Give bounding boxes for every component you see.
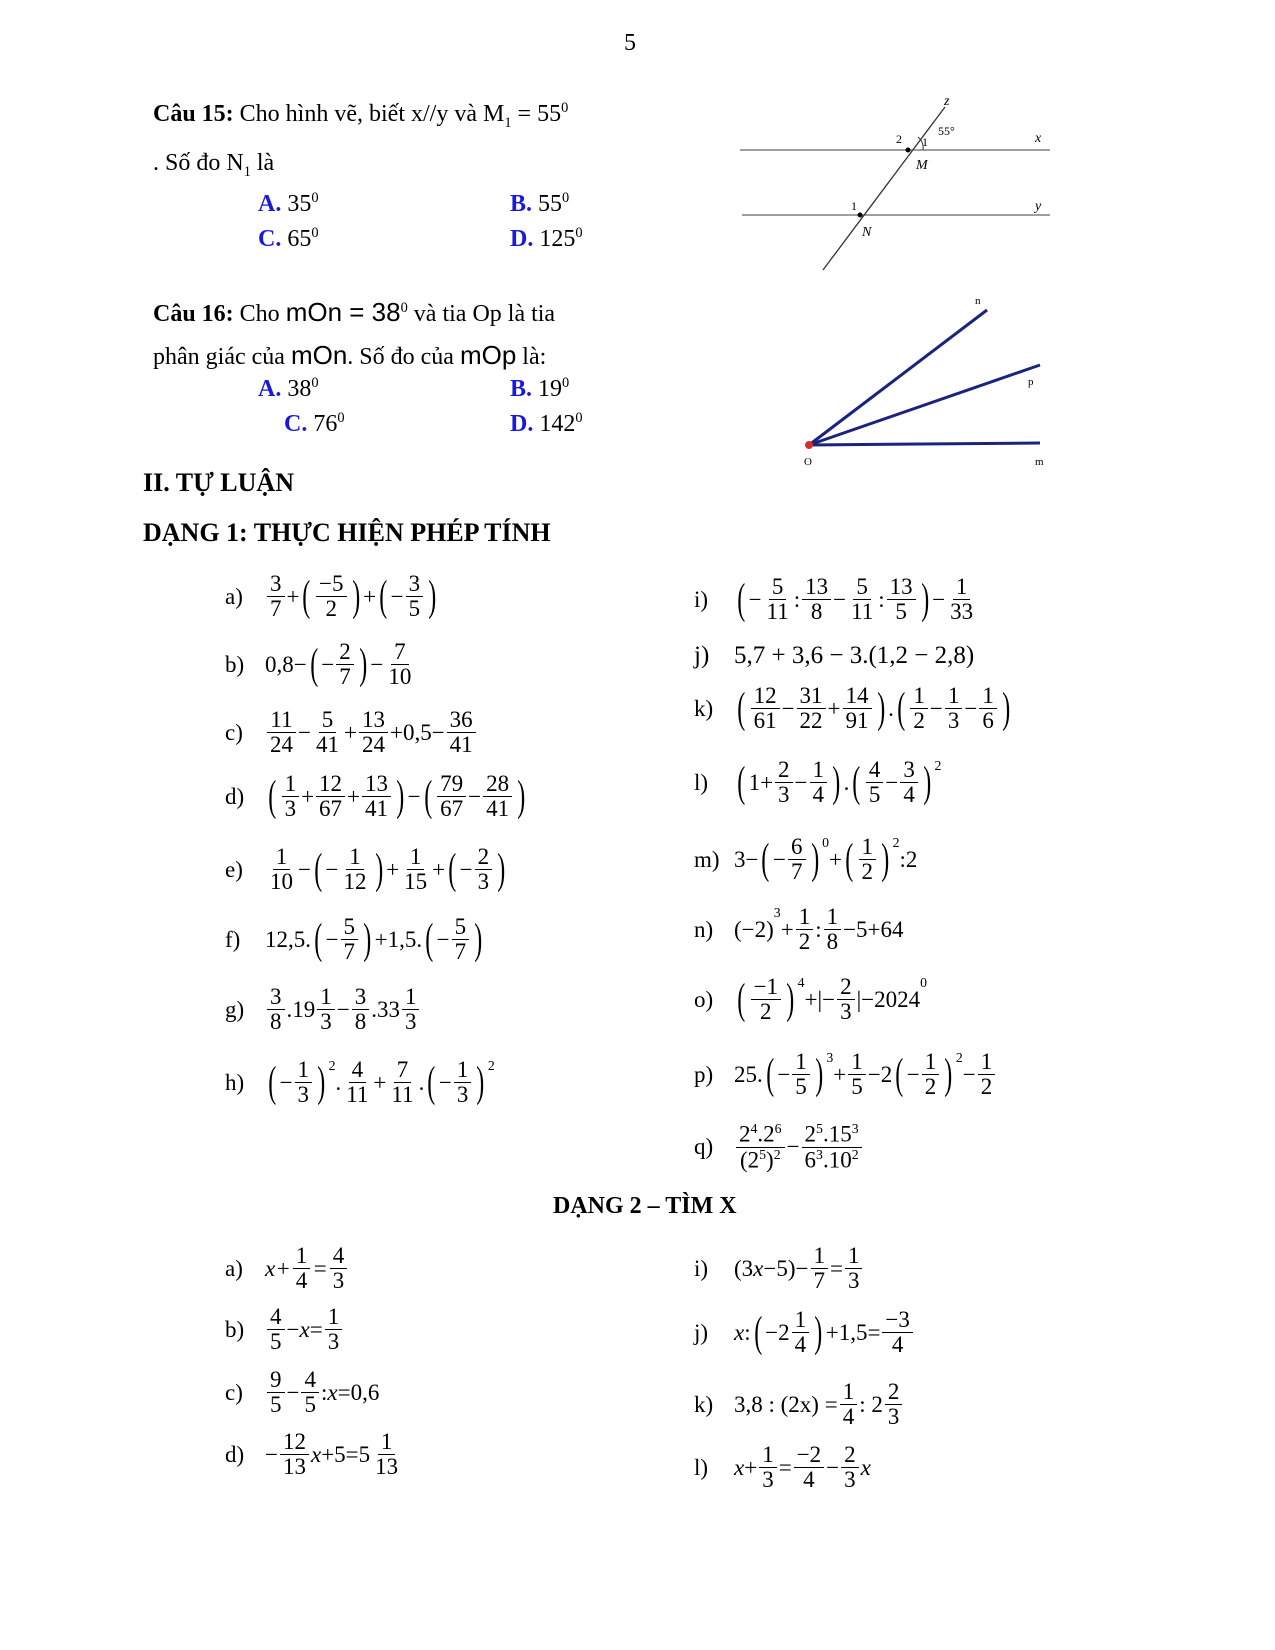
q16-option-d: D. $142^0$	[510, 410, 583, 437]
q15-sup: 0	[561, 100, 569, 116]
exercise-d: d) ( $\frac{1}{3}$ + $\frac{12}{67}$ + $\frac{13}{41}$ ) − ( $\frac{79}{67}$ − $\frac{28}{41}$ )	[225, 771, 526, 822]
svg-text:M: M	[916, 158, 928, 173]
svg-text:p: p	[1028, 376, 1034, 388]
findx-d: d) − $\frac{12}{13}$ x +5=5 $\frac{1}{13}$	[225, 1429, 399, 1480]
findx-l: l) x + $\frac{1}{3}$ = $\frac{-2}{4}$ − $\frac{2}{3}$ x	[694, 1442, 871, 1493]
exercise-j-expr: 5,7 + 3,6 − 3.(1,2 − 2,8)	[734, 642, 975, 669]
svg-text:O: O	[804, 456, 812, 468]
exercise-b: b) 0,8− ( − $\frac{2}{7}$ ) − $\frac{7}{10}$	[225, 639, 412, 690]
q15-line1	[153, 100, 568, 132]
svg-text:1: 1	[922, 135, 928, 149]
q15-text-b: = 55	[511, 101, 562, 127]
svg-text:n: n	[975, 295, 981, 307]
q16-option-b: B. $19^0$	[510, 375, 570, 402]
q16-option-c: C. $76^0$	[284, 410, 345, 437]
q15-option-b: B. $55^0$	[510, 190, 570, 217]
svg-text:y: y	[1035, 199, 1042, 214]
exercise-k: k) ( $\frac{12}{61}$ − $\frac{31}{22}$ + $\frac{14}{91}$ ) . ( $\frac{1}{2}$ − $\frac{1}{3}$ − $\frac{1}{6}$ )	[694, 683, 1011, 734]
angle-bisector-figure	[795, 290, 1065, 475]
q15-sub: 1	[504, 114, 512, 131]
exercise-q: q) $\frac{2^4.2^6}{(2^5)^2}$ − $\frac{2^5.15^3}{6^3.10^2}$	[694, 1122, 864, 1173]
q16-line2: phân giác của mOn. Số đo của mOp là:	[153, 340, 547, 370]
exercise-j: j) 5,7 + 3,6 − 3.(1,2 − 2,8)	[694, 642, 975, 669]
findx-k: k) 3,8 : (2x) = $\frac{1}{4}$ : 2 $\frac{2}{3}$	[694, 1380, 904, 1429]
exercise-h: h) ( − $\frac{1}{3}$ ) $^2$ . $\frac{4}{11}$ + $\frac{7}{11}$ . ( − $\frac{1}{3}$ ) $^2$	[225, 1057, 495, 1108]
exercise-e: e) $\frac{1}{10}$ − ( − $\frac{1}{12}$ ) + $\frac{1}{15}$ + ( − $\frac{2}{3}$ )	[225, 844, 506, 895]
exercise-l: l) ( 1+ $\frac{2}{3}$ − $\frac{1}{4}$ ) . ( $\frac{4}{5}$ − $\frac{3}{4}$ ) $^2$	[694, 757, 942, 808]
exercise-o: o) ( $\frac{-1}{2}$ ) $^4$ +|− $\frac{2}{3}$ |−2024 $^0$	[694, 974, 928, 1025]
q15-text-d: là	[250, 150, 275, 176]
q15-option-a: A. $35^0$	[258, 190, 319, 217]
q16-line1: Câu 16: Cho mOn = $38^0$ và tia Op là tia	[153, 297, 556, 327]
findx-i: i) (3 x −5)− $\frac{1}{7}$ = $\frac{1}{3}$	[694, 1244, 864, 1293]
q16-title: Câu 16:	[153, 301, 234, 327]
dang1-heading: DẠNG 1: THỰC HIỆN PHÉP TÍNH	[143, 518, 551, 547]
q15-sub2: 1	[243, 163, 251, 180]
q15-text-a: Cho hình vẽ, biết x//y và M	[239, 101, 505, 127]
q15-option-c: C. $65^0$	[258, 225, 319, 252]
exercise-p: p) 25. ( − $\frac{1}{5}$ ) $^3$ + $\frac{1}{5}$ −2 ( − $\frac{1}{2}$ ) $^2$ − $\frac{1}{2}$	[694, 1050, 997, 1099]
exercise-c: c) $\frac{11}{24}$ − $\frac{5}{41}$ + $\frac{13}{24}$ +0,5− $\frac{36}{41}$	[225, 708, 478, 757]
exercise-i: i) ( − $\frac{5}{11}$ : $\frac{13}{8}$ − $\frac{5}{11}$ : $\frac{13}{5}$ ) − $\frac{1}{33}$	[694, 574, 974, 625]
svg-text:m: m	[1035, 456, 1044, 468]
parallel-lines-figure	[730, 85, 1060, 275]
svg-text:N: N	[862, 225, 872, 240]
exercise-g: g) $\frac{3}{8}$ .19 $\frac{1}{3}$ − $\frac{3}{8}$ .33 $\frac{1}{3}$	[225, 985, 421, 1034]
findx-a: a) x+ $\frac{1}{4}$ = $\frac{4}{3}$	[225, 1244, 349, 1293]
q16-option-a: A. $38^0$	[258, 375, 319, 402]
svg-text:55°: 55°	[938, 124, 955, 138]
q15-line2	[153, 150, 274, 181]
svg-text:1: 1	[851, 199, 857, 213]
svg-text:2: 2	[896, 132, 902, 146]
page-number: 5	[624, 30, 636, 56]
q15-title: Câu 15:	[153, 101, 234, 127]
findx-j: j) x : ( −2 $\frac{1}{4}$ ) +1,5= $\frac{-3}{4}$	[694, 1308, 915, 1357]
exercise-n: n) (−2) $^3$ + $\frac{1}{2}$ : $\frac{1}{8}$ −5+64	[694, 904, 904, 955]
q15-option-d: D. $125^0$	[510, 225, 583, 252]
exercise-f: f) 12,5. ( − $\frac{5}{7}$ ) +1,5. ( − $\frac{5}{7}$ )	[225, 914, 483, 965]
svg-text:x: x	[1035, 131, 1042, 146]
findx-b: b) $\frac{4}{5}$ − x = $\frac{1}{3}$	[225, 1305, 344, 1354]
svg-text:z: z	[944, 94, 950, 109]
findx-c: c) $\frac{9}{5}$ − $\frac{4}{5}$ : x =0,6	[225, 1367, 380, 1418]
q16-text-a: Cho	[239, 301, 280, 327]
q16-angle: mOn = 38	[285, 297, 401, 327]
dang2-heading: DẠNG 2 – TÌM X	[553, 1193, 737, 1219]
q15-text-c: . Số đo N	[153, 150, 244, 176]
q16-text-b: và tia Op là tia	[413, 301, 556, 327]
exercise-m: m) 3− ( − $\frac{6}{7}$ ) $^0$ + ( $\frac{1}{2}$ ) $^2$ :2	[694, 834, 918, 885]
exercise-a: a) $\frac{3}{7}$ + ( $\frac{-5}{2}$ ) + ( − $\frac{3}{5}$ )	[225, 571, 437, 622]
section-heading: II. TỰ LUẬN	[143, 468, 294, 497]
